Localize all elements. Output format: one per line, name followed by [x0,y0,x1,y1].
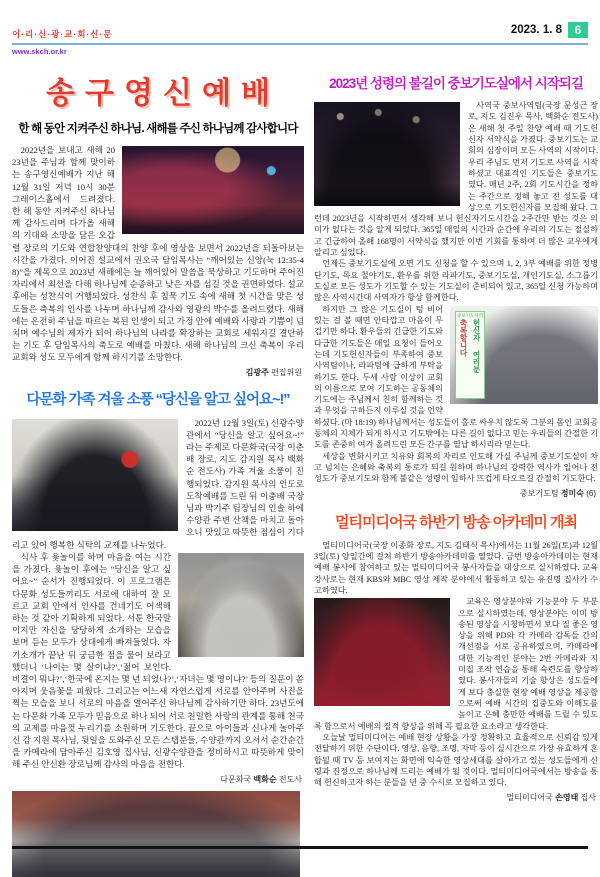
page-number-badge: 6 [568,22,588,38]
byline-name: 백화순 [253,774,277,784]
article-body-jungbo-1: 사역국 중보사역팀(국장 문성근 장로, 지도 김진우 목사, 백화순 전도사)은 새해 첫 주일 찬양 예배 때 기도헌신자 서약식을 가졌다. 중보기도는 교회의 심장이며 모든 사역의 시작이다. 우리 주님도 먼저 기도로 사역을 시작하셨고 대표적인 기도들은 중보기도였다. 매년 2주, 2회 기도시간을 정하는 주간으로 정해 놓고 전 성도를 대상으로 기도헌신자를 모집해 왔다. 그런데 2023년을 시작하면서 생각해 보니 헌신자기도시간을 2주간만 받는 것은 의미가 없다는 것을 알게 되었다. 365일 매일의 시간과 순간에 우리의 기도는 절실하고 긴급하여 올해 168명이 서약식을 했지만 이번 기회를 통하여 더 많은 교우에게 알리고 싶었다. [314,101,598,258]
masthead-title: 이·리·신·광·교·회·신·문 [12,29,113,39]
byline-org: 다문화국 [220,774,252,784]
byline-name: 손영태 [555,792,579,802]
banner-text-devotees: 헌신자 여러분 [472,318,481,373]
worship-hall-photo [122,146,304,234]
article-broadcast-academy [314,511,598,803]
article-title-songgu: 송구영신예배 [46,77,280,110]
article-body-multimedia-3: 오늘날 멀티미디어는 예배 현장 상황을 가장 정확하고 효율적으로 신뢰감 있게 전달하기 위한 수단이다. 영상, 음향, 조명, 자막 등이 실시간으로 가장 유효하게 혼합될 때 TV 등 보여지는 화면에 익숙한 영상세대를 살아가고 있는 성도들에게 신령과 진정으로 하나님께 드리는 예배가 될 것이다. 멀티미디어국에서는 방송을 통해 헌신하고자 하는 분들을 년 중 수시로 모집하고 있다. [314,732,598,788]
byline-name: 정미숙 [560,488,584,498]
left-column [12,66,304,877]
byline-org: 멀티미디어국 [506,792,553,802]
content-columns [12,66,598,877]
byline-role: 편집위원 [271,367,302,377]
byline-damunhwa [12,774,302,785]
byline-jungbo [314,488,596,499]
byline-name: 김광주 [245,367,269,377]
prayer-team-photo [450,306,598,404]
standing-worship-photo [314,102,460,206]
academy-training-photo [314,598,450,706]
article-title-jungbo: 2023년 성령의 불길이 중보기도실에서 시작되길 [329,76,583,91]
byline-role: (6) [586,488,596,498]
article-multicultural-picnic [12,388,304,877]
header-rule [12,43,588,45]
article-body-damunhwa-2: 식사 후 윷놀이를 하며 마음을 여는 시간을 가졌다. 윷놀이 후에는 “당신을 알고 싶어요~” 순서가 진행되었다. 이 프로그램은 다문화 성도들끼리도 서로에 대하여 잘 모르고 교회 안에서 인사를 건네기도 어색해 하는 것 같아 기획하게 되었다. 서툰 한국말이지만 자신을 당당하게 소개하는 모습을 보며 듣는 모두가 상대에게 빠져들었다. 자기소개가 끝난 뒤 궁금한 점을 물어 보라고 했더니 ‘나이는 몇 살이냐?’,‘젊어 보인다. 비결이 뭐냐?’,‘한국에 온지는 몇 년 되었나?’,‘자녀는 몇 명이냐?’ 등의 질문이 쏟아지며 웃음꽃을 피웠다. 그리고는 어느새 자연스럽게 서로를 안아주며 사진을 찍는 모습을 보니 서로의 마음을 열어주신 하나님께 감사하기만 하다. 23년도에는 다문화 가족 모두가 믿음으로 하나 되어 서로 친밀한 사랑의 관계를 통해 천국의 교제를 마음껏 누리기를 소원하며 기도한다. 끝으로 아이들과 신나게 놀아주신 감 지원 목사님, 뒷일을 도와주신 모든 스탭분들, 수양관까지 오셔서 순간순간을 카메라에 담아주신 김호영 집사님, 신광수양관을 정비하시고 따뜻하게 맞이해 주신 안신환 장로님께 감사의 마음을 전한다. [12,551,304,770]
article-body-jungbo-3: 하지만 그 많은 기도실이 텅 비어 있는 걸 볼 때면 안타깝고 마음이 무겁기만 하다. 환우들의 긴급한 기도와 다급한 기도들은 매일 요청이 들어오는데 기도헌신자들이 부족하여 중보사역팀이나, 라파팀에 급하게 부탁을 하기도 한다. 두세 사람 이상이 교회의 이름으로 모여 기도하는 공동체의 기도에는 주님께서 친히 함께하는 것과 무엇을 구하든지 이루실 것을 언약하셨다. (마 18:19) 하나님께서는 성도들이 홀로 싸우지 않도록 그분의 몸인 교회공동체의 지체가 되게 하시고 기도밖에는 다른 길이 없다고 믿는 우리들의 간절한 기도를 존중히 여겨 올려드린 모든 간구를 열납 하시리라 믿는다. [314,304,598,450]
byline-role: 집사 [580,792,596,802]
byline-songgu [12,367,302,378]
right-column [314,66,598,877]
winter-walk-photo [178,553,304,657]
issue-date: 2023. 1. 8 [510,24,562,36]
article-subtitle-songgu: 한 해 동안 지켜주신 하나님. 새해를 주신 하나님께 감사합니다 [18,123,298,135]
article-intercessory-prayer [314,72,598,499]
bottom-rule [12,846,588,849]
article-body-jungbo-4: 세상을 변화시키고 치유와 회복의 자리로 인도해 가실 주님께 중보기도실이 차고 넘치는 은혜와 축복의 통로가 되길 원하며 하나님의 강력한 역사가 일어나 전 성도가 중보기도와 함께 불같은 성령이 임하사 뜨겁게 타오르길 간절히 기도한다. [314,451,598,484]
group-photo [12,791,300,877]
article-title-damunhwa: 다문화 가족 겨울 소풍 “당신을 알고 싶어요~!” [26,391,290,408]
website-url: www.skch.or.kr [12,47,67,56]
byline-multimedia [314,792,596,803]
article-title-multimedia: 멀티미디어국 하반기 방송 아카데미 개최 [334,513,577,531]
article-new-year-eve-worship [12,68,304,378]
article-body-multimedia-2: 교육은 영상분야와 기능분야 두 부분으로 실시하였는데, 영상분야는 이미 방송된 영상을 시청하면서 보다 질 좋은 영상을 위해 PD와 각 카메라 감독들 간의 개선점을 서로 공유하였으며, 카메라에 대한 기능적인 분야는 2번 카메라와 지미집 조작 연습을 통해 숙련도를 향상하였다. 봉사자들의 기술 향상은 성도들에게 보다 충실한 현장 예배 영상을 제공함으로써 예배 시간의 집중도와 이해도를 높이고 은혜 충만한 예배를 드릴 수 있도록 함으로서 예배의 질적 향상을 위해 꼭 필요한 요소라고 생각한다. [314,597,598,731]
banner-heading: 중보기도사역 [456,312,484,318]
banner-text-blessing: 축복합니다 [459,318,468,357]
byline-role: 전도사 [278,774,302,784]
byline-org: 중보기도팀 [519,488,559,498]
article-body-songgu: 2022년을 보내고 새해 2023년을 주님과 함께 맞이하는 송구영신예배가 지난 해 12월 31일 저녁 10시 30분 그레이스홀에서 드려졌다. 한 해 동안 지켜주신 하나님께 감사드리며 다가올 새해의 기대와 소망을 담은 오갑렬 장로의 기도와 연합찬양대의 찬양 후에 영상을 보면서 2022년을 되돌아보는 시간을 가졌다. 이어진 설교에서 권오국 담임목사는 “깨어있는 신앙(눅 12:35-48)”을 제목으로 2023년 새해에는 늘 깨어있어 말씀을 묵상하고 기도하며 주어진 자리에서 최선을 다해 하나님께 순종하고 낮은 자를 섬길 것을 권면하였다. 설교 후에는 성찬식이 거행되었다. 성찬식 후 침묵 기도 속에 새해 첫 시간을 맞은 성도들은 축복의 인사를 나누며 하나님께 감사와 영광의 박수를 올려드렸다. 새해에는 온전히 주님을 따르는 복된 인생이 되고 가정 안에 예배와 사랑과 기쁨이 넘치며 예수님의 제자가 되어 하나님의 나라를 확장하는 교회로 세워지길 결단하는 기도 후 담임목사의 축도로 예배를 마쳤다. 새해 하나님의 크신 축복이 우리 교회와 성도 모두에게 함께 하시기를 소망한다. [12,145,304,363]
article-body-jungbo-2: 언제든 중보기도실에 오면 기도 신청을 할 수 있으며 1, 2, 3부 예배를 위한 정병단기도, 목요 철야기도, 환우를 위한 라파기도, 중보기도실, 개인기도실, 소그룹기도실로 모든 성도가 기도할 수 있는 기도실이 준비되어 있고, 365일 신청 가능하며 많은 사역시간대 사역자가 항상 함께한다. [314,259,598,303]
article-body-multimedia-1: 멀티미디어국(국장 이종화 장로, 지도 김태식 목사)에서는 11월 26일(토)과 12월 3일(토) 양일간에 걸쳐 하반기 방송아카데미를 열었다. 금번 방송아카데미는 현재 예배 봉사에 참여하고 있는 멀티미디어국 봉사자들을 대상으로 실시하였다. 교육 강사로는 현재 KBS와 MBC 영상 제작 분야에서 활동하고 있는 유진명 집사가 수고하였다. [314,540,598,595]
page-header [12,23,588,56]
prayer-banner [455,311,485,399]
article-body-damunhwa-1: 2022년 12월 3일(토) 신광수양관에서 “당신을 알고 싶어요~!” 라는 주제로 다문화국(국장 이춘배 장로, 지도 감지원 목사 백화순 전도사) 가족 겨울 소풍이 진행되었다. 감지원 목사의 인도로 도착예배를 드린 뒤 이충배 국장님과 박기주 팀장님의 인솔 하에 수양관 주변 산책을 마치고 돌아오니 맛있고 따뜻한 점심이 기다리고 있어 행복한 식탁의 교제를 나누었다. [12,417,304,550]
kids-activity-photo [12,419,178,531]
